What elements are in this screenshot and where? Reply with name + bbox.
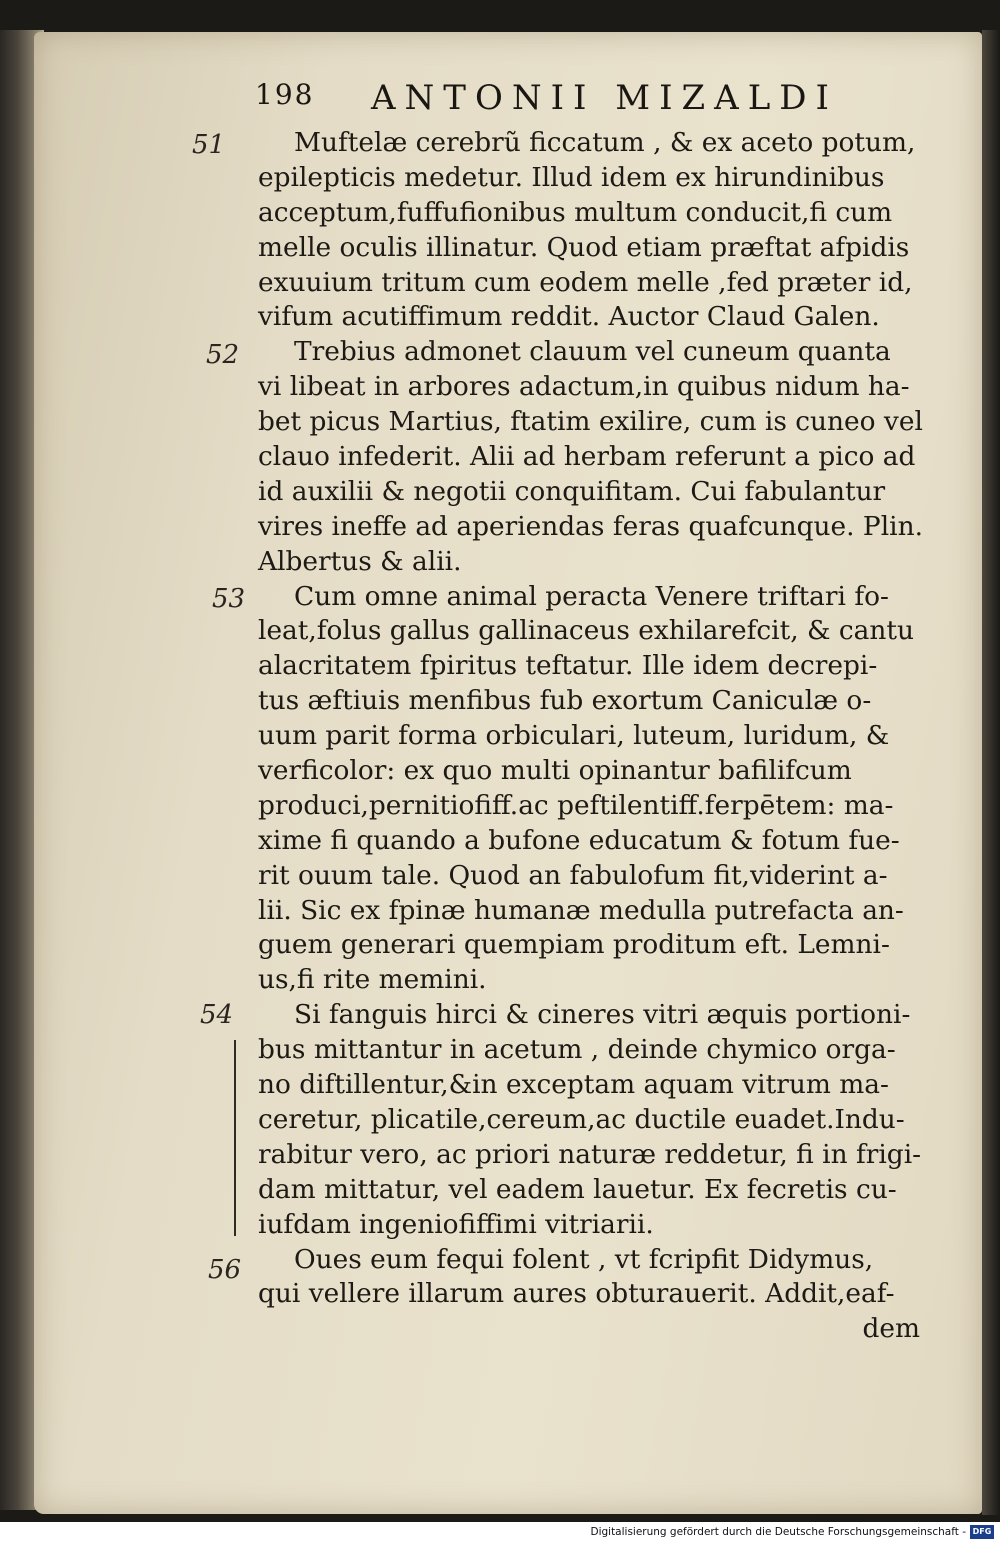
text-line: rit ouum tale. Quod an fabulofum fit,viderint a- [258, 859, 888, 891]
page-header [255, 78, 855, 122]
text-line: tus æftiuis menfibus fub exortum Caniculæ o- [258, 685, 872, 717]
text-line: exuuium tritum cum eodem melle ,fed præter id, [258, 266, 913, 298]
text-line: epilepticis medetur. Illud idem ex hirundinibus [258, 161, 885, 193]
margin-number: 56 [208, 1255, 242, 1285]
text-line: bus mittantur in acetum , deinde chymico orga- [258, 1034, 896, 1066]
text-line: guem generari quempiam proditum eft. Lemni- [258, 929, 890, 961]
text-line: melle oculis illinatur. Quod etiam præftat afpidis [258, 231, 910, 263]
text-line: dam mittatur, vel eadem lauetur. Ex fecretis cu- [258, 1173, 897, 1205]
digitization-footer [0, 1522, 1000, 1543]
body-text [258, 126, 930, 1347]
text-line: produci,pernitiofiff.ac peftilentiff.ferpētem: ma- [258, 789, 894, 821]
text-line: vifum acutiffimum reddit. Auctor Claud Galen. [258, 301, 880, 333]
margin-number: 54 [200, 1000, 234, 1030]
margin-bracket-mark [234, 1040, 242, 1236]
text-line: vi libeat in arbores adactum,in quibus nidum ha- [258, 371, 910, 403]
page-number: 198 [255, 78, 315, 111]
book-edge [982, 30, 1000, 1515]
text-line: rabitur vero, ac priori naturæ reddetur, fi in frigi- [258, 1138, 922, 1170]
text-line: xime fi quando a bufone educatum & fotum fue- [258, 824, 900, 856]
text-line: ceretur, plicatile,cereum,ac ductile euadet.Indu- [258, 1103, 905, 1135]
footer-credit: Digitalisierung gefördert durch die Deutsche Forschungsgemeinschaft - [590, 1526, 966, 1538]
catchword: dem [862, 1313, 920, 1345]
text-line: vires ineffe ad aperiendas feras quafcunque. Plin. [258, 510, 923, 542]
text-line: clauo infederit. Alii ad herbam referunt a pico ad [258, 441, 916, 473]
text-line: uum parit forma orbiculari, luteum, luridum, & [258, 720, 890, 752]
margin-number: 53 [212, 584, 246, 614]
text-line: qui vellere illarum aures obturauerit. Addit,eaf- [258, 1278, 895, 1310]
text-line: verficolor: ex quo multi opinantur bafilifcum [258, 755, 852, 787]
margin-number: 52 [206, 340, 240, 370]
text-line: leat,folus gallus gallinaceus exhilarefcit, & cantu [258, 615, 914, 647]
text-line: Si fanguis hirci & cineres vitri æquis portioni- [294, 999, 911, 1031]
text-line: Cum omne animal peracta Venere triftari fo- [294, 580, 889, 612]
text-line: acceptum,fuffufionibus multum conducit,fi cum [258, 196, 893, 228]
margin-number: 51 [192, 130, 226, 160]
text-line: no diftillentur,&in exceptam aquam vitrum ma- [258, 1069, 889, 1101]
text-line: id auxilii & negotii conquifitam. Cui fabulantur [258, 475, 886, 507]
running-head: ANTONII MIZALDI [371, 78, 838, 118]
text-line: Muftelæ cerebrũ ficcatum , & ex aceto potum, [294, 127, 916, 158]
text-line: us,fi rite memini. [258, 964, 487, 996]
text-line: iufdam ingeniofiffimi vitriarii. [258, 1208, 654, 1240]
text-line: Oues eum fequi folent , vt fcripfit Didymus, [294, 1243, 874, 1275]
text-line: bet picus Martius, ftatim exilire, cum is cuneo vel [258, 406, 923, 438]
text-line: Trebius admonet clauum vel cuneum quanta [294, 336, 891, 368]
dfg-logo: DFG [970, 1525, 994, 1539]
text-line: Albertus & alii. [258, 545, 462, 577]
text-line: lii. Sic ex fpinæ humanæ medulla putrefacta an- [258, 894, 904, 926]
text-line: alacritatem fpiritus teftatur. Ille idem decrepi- [258, 650, 878, 682]
